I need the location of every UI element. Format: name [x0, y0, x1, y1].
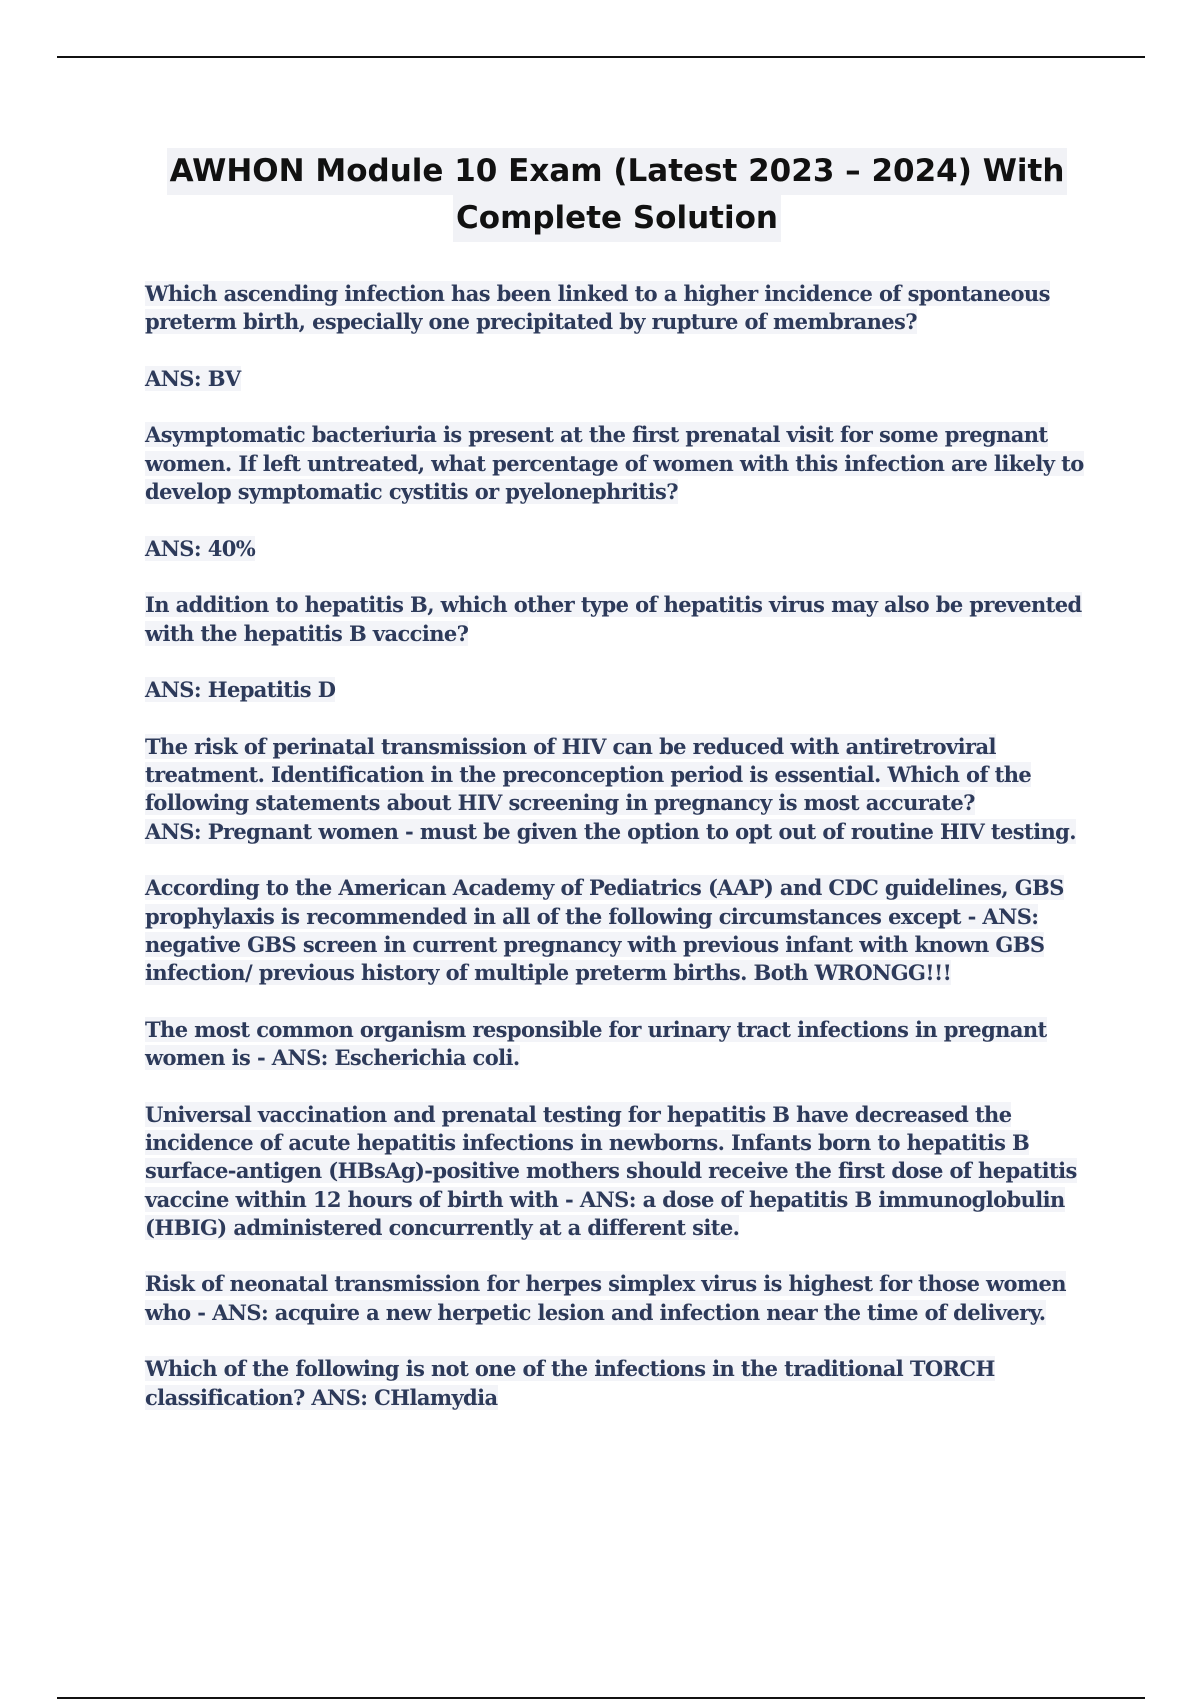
text-line-content: Asymptomatic bacteriuria is present at the first prenatal visit for some pregnant	[145, 422, 1048, 448]
document-title	[0, 148, 1200, 242]
text-line	[145, 365, 1085, 393]
qa-block	[145, 1016, 1085, 1073]
top-rule	[57, 56, 1145, 58]
qa-block	[145, 365, 1085, 393]
text-line-content: treatment. Identification in the preconception period is essential. Which of the	[145, 762, 1032, 788]
text-line	[145, 450, 1085, 478]
text-line-content: Universal vaccination and prenatal testing for hepatitis B have decreased the	[145, 1101, 1012, 1127]
text-line	[145, 1270, 1085, 1298]
text-line	[145, 789, 1085, 817]
text-line-content: The most common organism responsible for urinary tract infections in pregnant	[145, 1016, 1047, 1042]
qa-block	[145, 1101, 1085, 1242]
text-line-content: The risk of perinatal transmission of HIV can be reduced with antiretroviral	[145, 733, 996, 759]
text-line	[145, 478, 1085, 506]
text-line-content: Which ascending infection has been linked to a higher incidence of spontaneous	[145, 281, 1050, 306]
text-line-content: following statements about HIV screening in pregnancy is most accurate?	[145, 790, 975, 816]
qa-block	[145, 733, 1085, 846]
text-line	[145, 1157, 1085, 1185]
text-line-content: who - ANS: acquire a new herpetic lesion and infection near the time of delivery.	[145, 1299, 1046, 1325]
qa-block	[145, 1270, 1085, 1327]
text-line-content: ANS: Hepatitis D	[145, 677, 336, 703]
qa-block	[145, 676, 1085, 704]
text-line	[145, 1129, 1085, 1157]
text-line-content: women is - ANS: Escherichia coli.	[145, 1045, 520, 1071]
text-line-content: women. If left untreated, what percentage of women with this infection are likely to	[145, 450, 1084, 476]
qa-block	[145, 535, 1085, 563]
text-line-content: classification? ANS: CHlamydia	[145, 1384, 498, 1410]
text-line	[145, 761, 1085, 789]
text-line	[145, 818, 1085, 846]
qa-content	[145, 280, 1085, 1440]
qa-block	[145, 421, 1085, 506]
text-line-content: surface-antigen (HBsAg)-positive mothers should receive the first dose of hepatitis	[145, 1158, 1077, 1184]
text-line	[145, 1186, 1085, 1214]
qa-block	[145, 280, 1085, 337]
text-line-content: Which of the following is not one of the infections in the traditional TORCH	[145, 1356, 995, 1382]
text-line	[145, 1101, 1085, 1129]
text-line-content: develop symptomatic cystitis or pyelonephritis?	[145, 479, 678, 505]
text-line	[145, 1299, 1085, 1327]
text-line-content: ANS: Pregnant women - must be given the option to opt out of routine HIV testing.	[145, 818, 1076, 844]
text-line-content: with the hepatitis B vaccine?	[145, 620, 469, 646]
text-line-content: (HBIG) administered concurrently at a different site.	[145, 1214, 740, 1240]
text-line	[145, 1214, 1085, 1242]
text-line	[145, 1044, 1085, 1072]
text-line-content: vaccine within 12 hours of birth with - ANS: a dose of hepatitis B immunoglobulin	[145, 1186, 1065, 1212]
text-line-content: preterm birth, especially one precipitated by rupture of membranes?	[145, 309, 917, 335]
title-line-1: AWHON Module 10 Exam (Latest 2023 – 2024) With	[167, 148, 1068, 195]
qa-block	[145, 591, 1085, 648]
text-line-content: negative GBS screen in current pregnancy with previous infant with known GBS	[145, 931, 1045, 957]
text-line-content: prophylaxis is recommended in all of the following circumstances except - ANS:	[145, 903, 1039, 929]
text-line	[145, 591, 1085, 619]
text-line-content: ANS: 40%	[145, 535, 256, 561]
text-line-content: ANS: BV	[145, 365, 241, 391]
text-line-content: In addition to hepatitis B, which other type of hepatitis virus may also be prevented	[145, 592, 1082, 618]
text-line-content: incidence of acute hepatitis infections in newborns. Infants born to hepatitis B	[145, 1129, 1030, 1155]
bottom-rule	[57, 1697, 1145, 1699]
text-line	[145, 308, 1085, 336]
text-line	[145, 959, 1085, 987]
qa-block	[145, 874, 1085, 987]
text-line-content: Risk of neonatal transmission for herpes simplex virus is highest for those women	[145, 1271, 1066, 1297]
title-line-2: Complete Solution	[453, 195, 781, 242]
text-line	[145, 874, 1085, 902]
text-line	[145, 733, 1085, 761]
text-line	[145, 535, 1085, 563]
qa-block	[145, 1355, 1085, 1412]
text-line	[145, 1384, 1085, 1412]
text-line	[145, 1355, 1085, 1383]
text-line	[145, 931, 1085, 959]
text-line	[145, 903, 1085, 931]
text-line	[145, 1016, 1085, 1044]
text-line	[145, 421, 1085, 449]
text-line	[145, 280, 1085, 308]
text-line	[145, 676, 1085, 704]
text-line-content: infection/ previous history of multiple preterm births. Both WRONGG!!!	[145, 960, 952, 986]
text-line	[145, 620, 1085, 648]
text-line-content: According to the American Academy of Pediatrics (AAP) and CDC guidelines, GBS	[145, 875, 1064, 901]
